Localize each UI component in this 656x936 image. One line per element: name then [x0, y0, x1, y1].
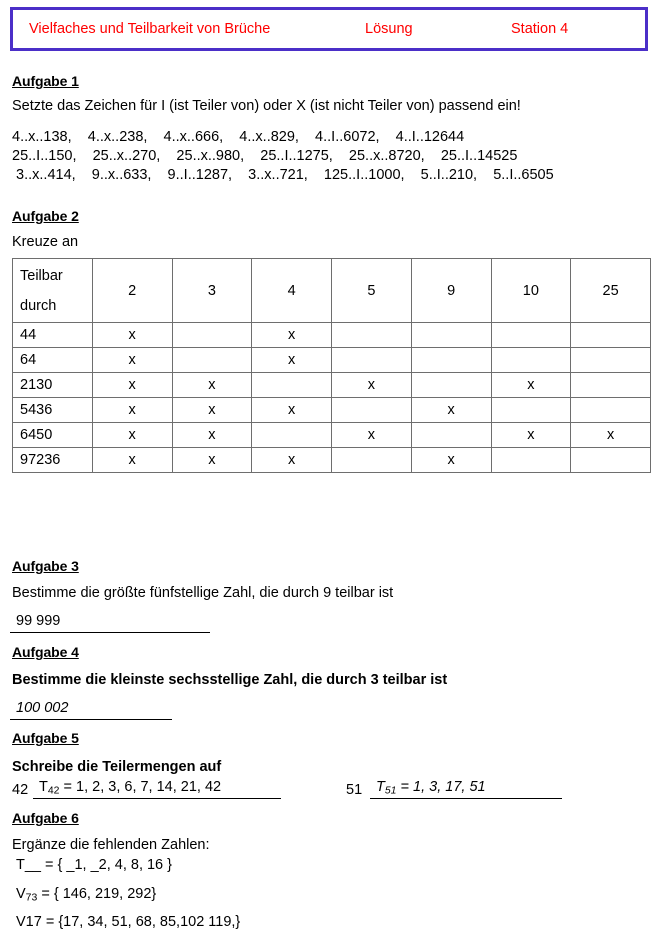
- table-row: [13, 423, 651, 448]
- cell-mark[interactable]: [411, 323, 491, 348]
- cell-mark[interactable]: x: [252, 348, 332, 373]
- task-3-heading: Aufgabe 3: [12, 558, 79, 574]
- cell-mark[interactable]: x: [411, 448, 491, 473]
- task-2-instruction: Kreuze an: [12, 234, 79, 250]
- cell-mark[interactable]: [332, 448, 412, 473]
- task-4-instruction: Bestimme die kleinste sechsstellige Zahl, die durch 3 teilbar ist: [12, 672, 448, 688]
- table-row: [13, 448, 651, 473]
- table-body: [13, 323, 651, 473]
- worksheet-title: Vielfaches und Teilbarkeit von Brüche: [29, 21, 271, 37]
- table-row: [13, 323, 651, 348]
- cell-mark[interactable]: x: [92, 448, 172, 473]
- cell-mark[interactable]: [252, 423, 332, 448]
- task-6-instruction: Ergänze die fehlenden Zahlen:: [12, 837, 210, 853]
- table-corner-line-1: Teilbar: [20, 267, 63, 284]
- cell-mark[interactable]: [332, 348, 412, 373]
- task-5-left-answer-values: = 1, 2, 3, 6, 7, 14, 21, 42: [59, 779, 222, 795]
- header-solution-label: Lösung: [365, 21, 413, 37]
- table-col-header-3: 3: [172, 259, 252, 323]
- cell-mark[interactable]: x: [252, 398, 332, 423]
- table-col-header-10: 10: [491, 259, 571, 323]
- task-3-instruction: Bestimme die größte fünfstellige Zahl, die durch 9 teilbar ist: [12, 585, 394, 601]
- row-label: 6450: [13, 423, 93, 448]
- cell-mark[interactable]: x: [571, 423, 651, 448]
- divisibility-table: [12, 258, 651, 473]
- cell-mark[interactable]: [172, 348, 252, 373]
- cell-mark[interactable]: x: [252, 323, 332, 348]
- task-6-line-3: V17 = {17, 34, 51, 68, 85,102 119,}: [16, 914, 241, 930]
- task-1-line-2: 25..I..150, 25..x..270, 25..x..980, 25..I..1275, 25..x..8720, 25..I..14525: [12, 148, 518, 164]
- cell-mark[interactable]: [491, 323, 571, 348]
- cell-mark[interactable]: [491, 448, 571, 473]
- task-5-right-answer-subscript: 51: [384, 785, 397, 797]
- table-corner-line-2: durch: [20, 297, 57, 314]
- cell-mark[interactable]: [491, 348, 571, 373]
- task-4-answer[interactable]: 100 002: [10, 700, 172, 720]
- task-6-line-2: [16, 885, 156, 904]
- cell-mark[interactable]: [571, 348, 651, 373]
- cell-mark[interactable]: x: [252, 448, 332, 473]
- cell-mark[interactable]: x: [92, 348, 172, 373]
- cell-mark[interactable]: x: [172, 373, 252, 398]
- cell-mark[interactable]: [571, 448, 651, 473]
- row-label: 2130: [13, 373, 93, 398]
- table-row: [13, 398, 651, 423]
- task-5-left-answer-subscript: 42: [47, 785, 60, 797]
- table-row: [13, 373, 651, 398]
- cell-mark[interactable]: x: [491, 373, 571, 398]
- cell-mark[interactable]: x: [92, 373, 172, 398]
- header-banner-inner: [13, 10, 645, 48]
- task-5-right-answer-values: = 1, 3, 17, 51: [396, 779, 486, 795]
- task-6-line-2-values: = { 146, 219, 292}: [37, 886, 157, 902]
- row-label: 44: [13, 323, 93, 348]
- cell-mark[interactable]: x: [92, 423, 172, 448]
- task-1-heading: Aufgabe 1: [12, 73, 79, 89]
- cell-mark[interactable]: x: [172, 423, 252, 448]
- cell-mark[interactable]: [571, 398, 651, 423]
- table-col-header-9: 9: [411, 259, 491, 323]
- task-1-instruction: Setzte das Zeichen für I (ist Teiler von) oder X (ist nicht Teiler von) passend ein!: [12, 98, 521, 114]
- row-label: 5436: [13, 398, 93, 423]
- table-col-header-5: 5: [332, 259, 412, 323]
- task-5-left-prefix: 42: [12, 782, 29, 798]
- task-5-right-prefix: 51: [346, 782, 363, 798]
- task-1-line-1: 4..x..138, 4..x..238, 4..x..666, 4..x..829, 4..I..6072, 4..I..12644: [12, 129, 465, 145]
- cell-mark[interactable]: [332, 323, 412, 348]
- cell-mark[interactable]: x: [172, 448, 252, 473]
- task-5-right-answer-symbol: T: [376, 779, 385, 795]
- task-6-line-1: T__ = { _1, _2, 4, 8, 16 }: [16, 857, 172, 873]
- cell-mark[interactable]: [172, 323, 252, 348]
- cell-mark[interactable]: [252, 373, 332, 398]
- task-6-line-2-subscript: 73: [25, 892, 38, 904]
- table-col-header-2: 2: [92, 259, 172, 323]
- cell-mark[interactable]: x: [92, 323, 172, 348]
- task-2-heading: Aufgabe 2: [12, 208, 79, 224]
- table-row: [13, 348, 651, 373]
- cell-mark[interactable]: [571, 373, 651, 398]
- cell-mark[interactable]: [332, 398, 412, 423]
- task-5-instruction: Schreibe die Teilermengen auf: [12, 759, 222, 775]
- task-5-heading: Aufgabe 5: [12, 730, 79, 746]
- row-label: 97236: [13, 448, 93, 473]
- cell-mark[interactable]: [411, 348, 491, 373]
- cell-mark[interactable]: x: [92, 398, 172, 423]
- row-label: 64: [13, 348, 93, 373]
- cell-mark[interactable]: x: [172, 398, 252, 423]
- task-5-left-answer-symbol: T: [39, 779, 48, 795]
- cell-mark[interactable]: [411, 373, 491, 398]
- cell-mark[interactable]: [491, 398, 571, 423]
- cell-mark[interactable]: x: [332, 423, 412, 448]
- header-station-label: Station 4: [511, 21, 569, 37]
- cell-mark[interactable]: x: [411, 398, 491, 423]
- header-banner: [10, 7, 648, 51]
- table-corner-header: [13, 259, 93, 323]
- cell-mark[interactable]: x: [491, 423, 571, 448]
- task-6-heading: Aufgabe 6: [12, 810, 79, 826]
- table-col-header-4: 4: [252, 259, 332, 323]
- table-col-header-25: 25: [571, 259, 651, 323]
- table-header-row: [13, 259, 651, 323]
- task-5-left-answer[interactable]: [33, 779, 281, 799]
- task-5-right-answer[interactable]: [370, 779, 562, 799]
- task-3-answer[interactable]: 99 999: [10, 613, 210, 633]
- task-6-line-2-symbol: V: [16, 886, 26, 902]
- cell-mark[interactable]: [571, 323, 651, 348]
- cell-mark[interactable]: x: [332, 373, 412, 398]
- task-4-heading: Aufgabe 4: [12, 644, 79, 660]
- task-1-line-3: 3..x..414, 9..x..633, 9..I..1287, 3..x..721, 125..I..1000, 5..I..210, 5..I..6505: [12, 167, 554, 183]
- cell-mark[interactable]: [411, 423, 491, 448]
